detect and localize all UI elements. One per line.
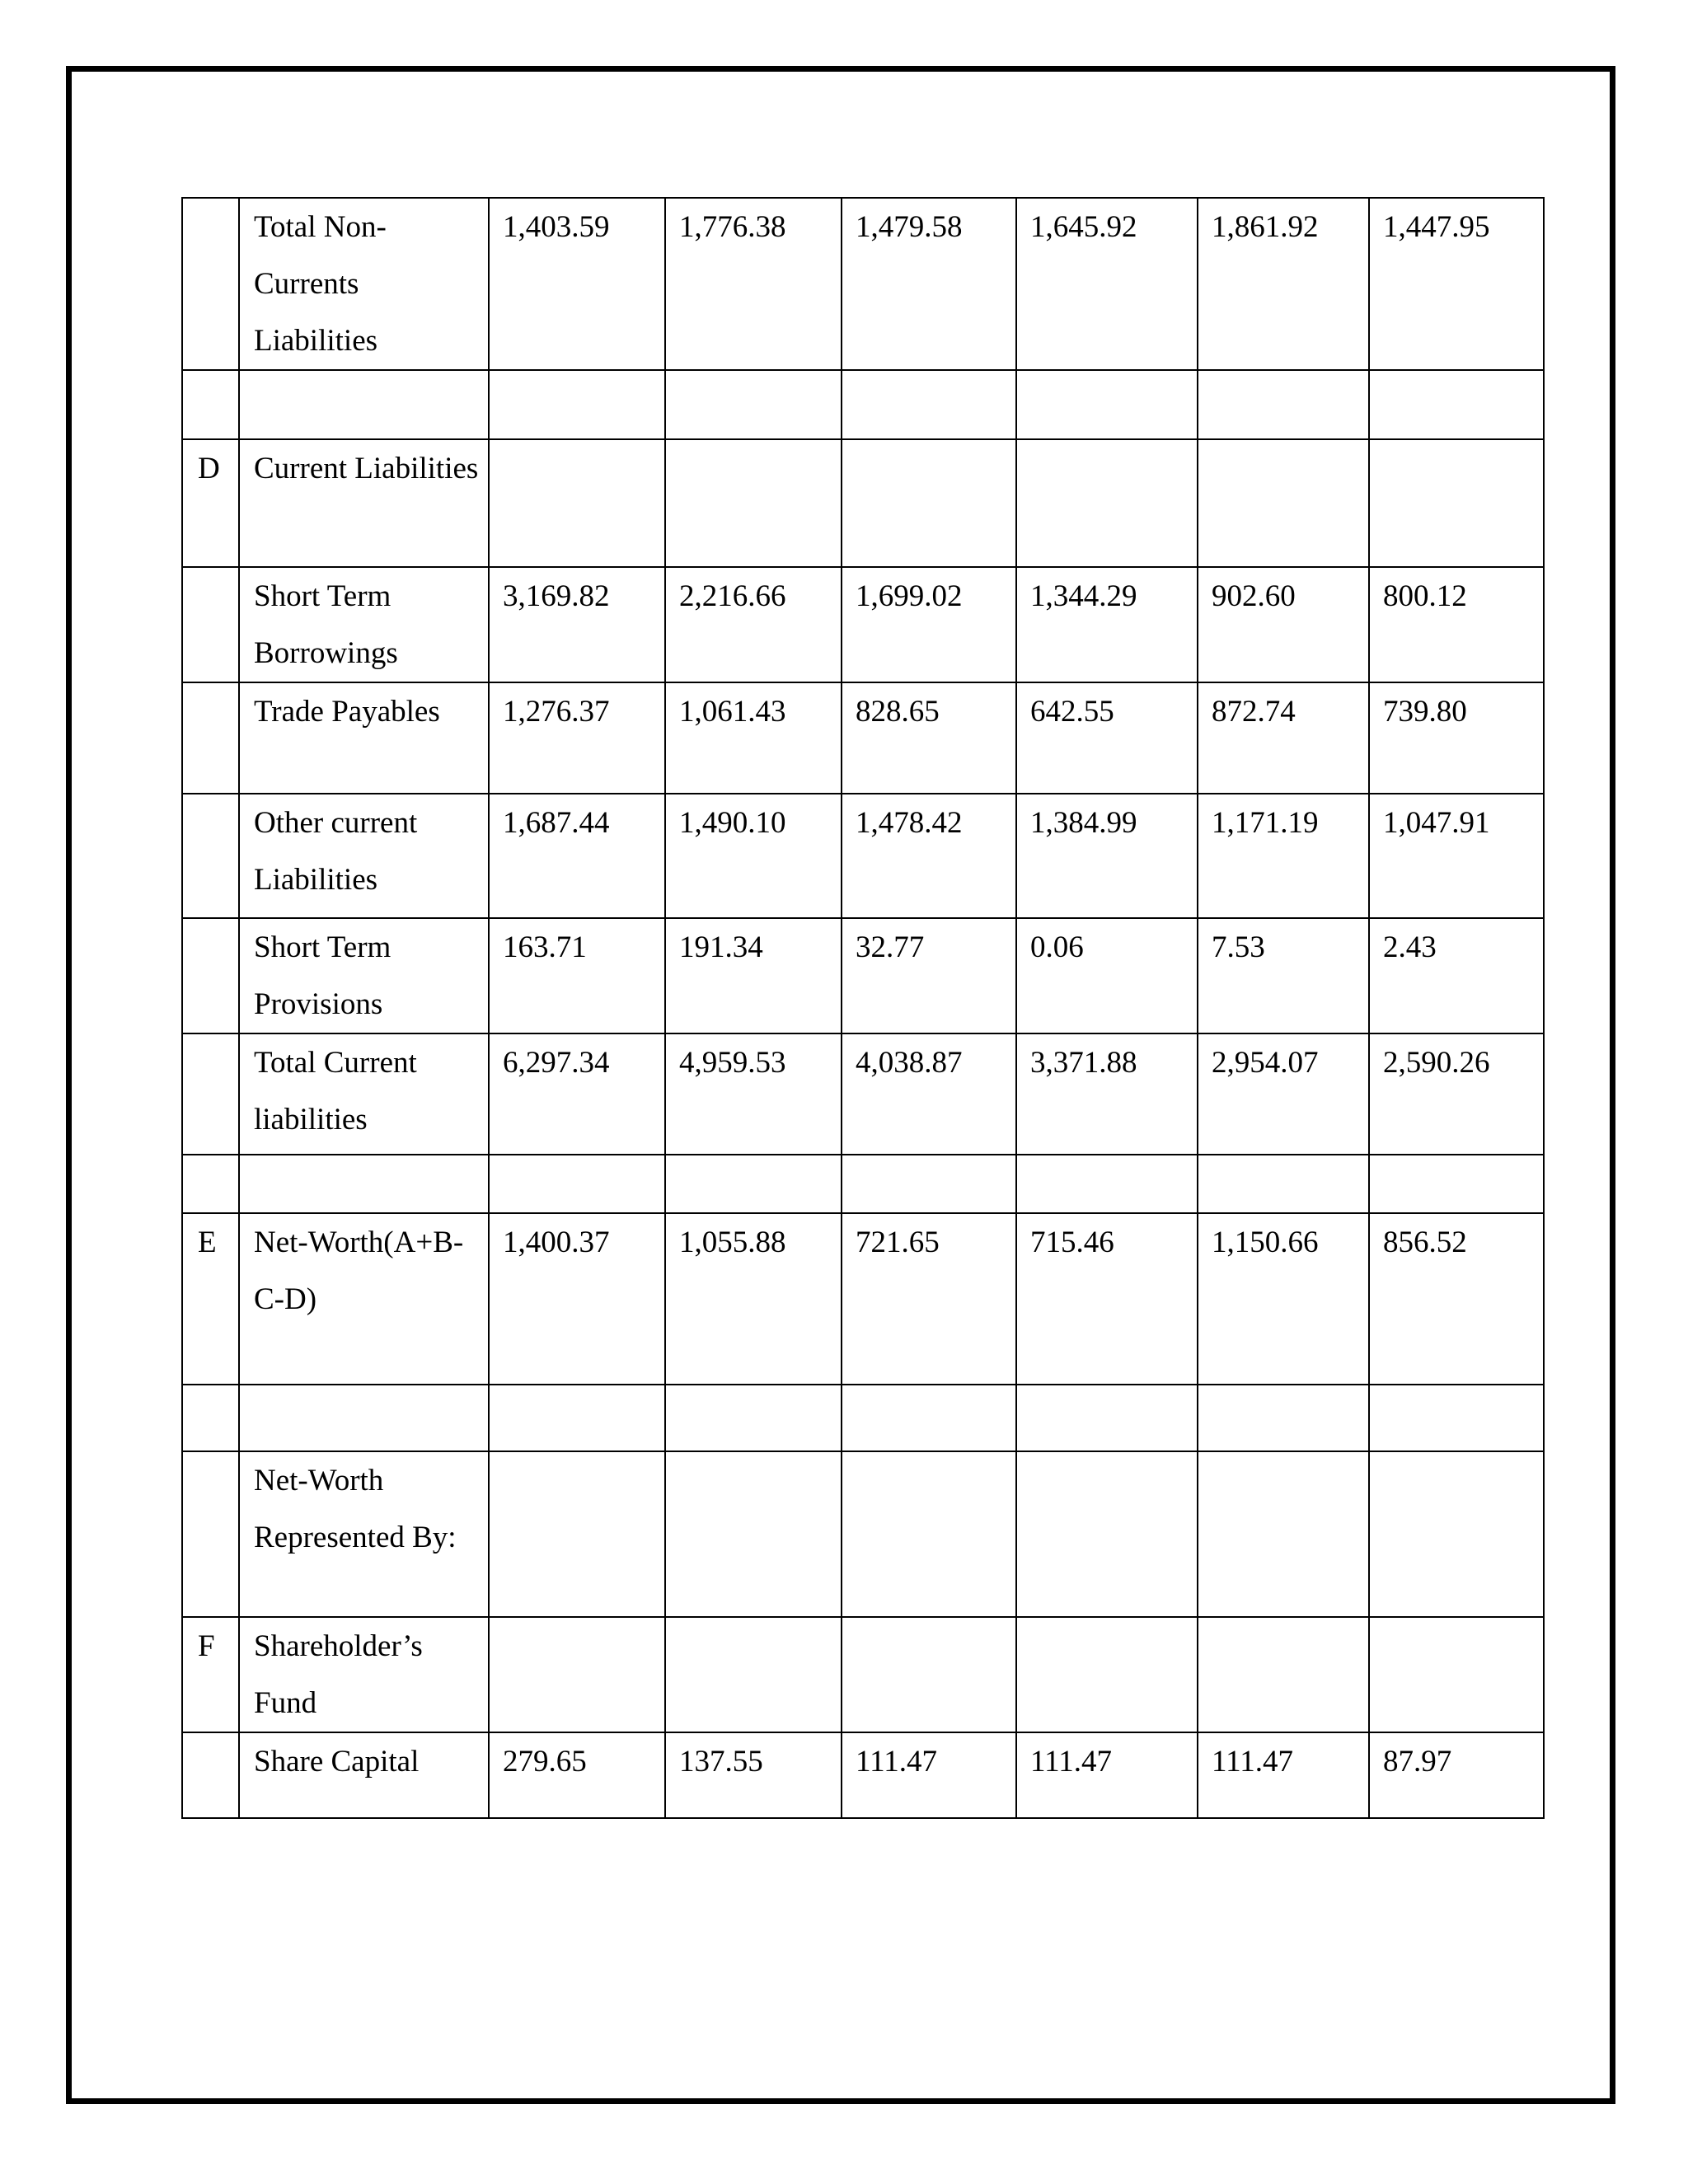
row-label: Net-Worth Represented By:	[239, 1451, 489, 1617]
row-code	[182, 1155, 239, 1213]
value-cell: 1,344.29	[1016, 567, 1198, 682]
row-code	[182, 198, 239, 370]
value-cell: 1,645.92	[1016, 198, 1198, 370]
row-code	[182, 370, 239, 439]
value-cell	[1369, 1385, 1544, 1451]
value-cell	[665, 1617, 842, 1732]
row-code	[182, 567, 239, 682]
table-row	[182, 1033, 1544, 1155]
value-cell	[842, 1617, 1016, 1732]
value-cell	[1016, 370, 1198, 439]
value-cell	[665, 1155, 842, 1213]
value-cell	[665, 370, 842, 439]
value-cell	[1016, 1155, 1198, 1213]
table-row	[182, 198, 1544, 370]
row-label	[239, 1155, 489, 1213]
value-cell	[665, 439, 842, 567]
value-cell: 1,055.88	[665, 1213, 842, 1385]
table-row	[182, 1155, 1544, 1213]
row-label: Current Liabilities	[239, 439, 489, 567]
row-code: E	[182, 1213, 239, 1385]
value-cell: 856.52	[1369, 1213, 1544, 1385]
value-cell: 1,687.44	[489, 794, 665, 918]
row-label: Other current Liabilities	[239, 794, 489, 918]
row-label	[239, 1385, 489, 1451]
value-cell	[1198, 1385, 1369, 1451]
row-label: Trade Payables	[239, 682, 489, 794]
value-cell	[1198, 439, 1369, 567]
value-cell	[842, 370, 1016, 439]
value-cell: 2,590.26	[1369, 1033, 1544, 1155]
value-cell: 828.65	[842, 682, 1016, 794]
value-cell: 1,861.92	[1198, 198, 1369, 370]
table-row	[182, 682, 1544, 794]
table-row	[182, 439, 1544, 567]
value-cell	[489, 439, 665, 567]
value-cell: 872.74	[1198, 682, 1369, 794]
row-label: Net-Worth(A+B-C-D)	[239, 1213, 489, 1385]
table-row	[182, 1732, 1544, 1818]
value-cell	[489, 1617, 665, 1732]
value-cell: 739.80	[1369, 682, 1544, 794]
value-cell	[1016, 439, 1198, 567]
value-cell: 642.55	[1016, 682, 1198, 794]
value-cell: 191.34	[665, 918, 842, 1033]
value-cell	[1016, 1617, 1198, 1732]
row-code: D	[182, 439, 239, 567]
value-cell	[1369, 439, 1544, 567]
value-cell	[1369, 1155, 1544, 1213]
value-cell	[665, 1385, 842, 1451]
value-cell: 715.46	[1016, 1213, 1198, 1385]
row-code	[182, 1033, 239, 1155]
value-cell: 1,400.37	[489, 1213, 665, 1385]
value-cell: 1,276.37	[489, 682, 665, 794]
row-code	[182, 918, 239, 1033]
value-cell: 163.71	[489, 918, 665, 1033]
value-cell	[489, 1451, 665, 1617]
value-cell: 111.47	[1198, 1732, 1369, 1818]
value-cell	[489, 1385, 665, 1451]
value-cell	[1198, 370, 1369, 439]
value-cell: 1,478.42	[842, 794, 1016, 918]
row-label: Short Term Provisions	[239, 918, 489, 1033]
value-cell: 1,171.19	[1198, 794, 1369, 918]
value-cell: 32.77	[842, 918, 1016, 1033]
value-cell: 137.55	[665, 1732, 842, 1818]
value-cell: 4,959.53	[665, 1033, 842, 1155]
value-cell: 2,954.07	[1198, 1033, 1369, 1155]
row-code	[182, 1732, 239, 1818]
row-label: Total Non-Currents Liabilities	[239, 198, 489, 370]
value-cell: 3,169.82	[489, 567, 665, 682]
value-cell: 4,038.87	[842, 1033, 1016, 1155]
value-cell: 87.97	[1369, 1732, 1544, 1818]
row-code	[182, 1451, 239, 1617]
value-cell: 2,216.66	[665, 567, 842, 682]
value-cell: 1,699.02	[842, 567, 1016, 682]
financial-table	[181, 197, 1545, 1819]
row-code	[182, 794, 239, 918]
value-cell: 1,150.66	[1198, 1213, 1369, 1385]
table-row	[182, 1385, 1544, 1451]
table-row	[182, 567, 1544, 682]
value-cell	[842, 1155, 1016, 1213]
row-label: Short Term Borrowings	[239, 567, 489, 682]
value-cell	[1198, 1155, 1369, 1213]
value-cell: 2.43	[1369, 918, 1544, 1033]
value-cell	[1369, 1617, 1544, 1732]
value-cell: 3,371.88	[1016, 1033, 1198, 1155]
value-cell	[1016, 1385, 1198, 1451]
row-label: Share Capital	[239, 1732, 489, 1818]
row-label: Total Current liabilities	[239, 1033, 489, 1155]
row-code	[182, 1385, 239, 1451]
value-cell	[842, 1451, 1016, 1617]
value-cell: 1,479.58	[842, 198, 1016, 370]
value-cell: 6,297.34	[489, 1033, 665, 1155]
value-cell: 902.60	[1198, 567, 1369, 682]
table-row	[182, 370, 1544, 439]
value-cell: 7.53	[1198, 918, 1369, 1033]
table-row	[182, 1213, 1544, 1385]
value-cell: 1,384.99	[1016, 794, 1198, 918]
row-label	[239, 370, 489, 439]
value-cell: 1,490.10	[665, 794, 842, 918]
value-cell	[842, 439, 1016, 567]
row-code: F	[182, 1617, 239, 1732]
value-cell	[1369, 370, 1544, 439]
table-row	[182, 1617, 1544, 1732]
value-cell	[665, 1451, 842, 1617]
value-cell: 1,061.43	[665, 682, 842, 794]
value-cell: 800.12	[1369, 567, 1544, 682]
value-cell: 721.65	[842, 1213, 1016, 1385]
value-cell	[489, 1155, 665, 1213]
value-cell: 111.47	[842, 1732, 1016, 1818]
value-cell: 1,403.59	[489, 198, 665, 370]
value-cell	[1198, 1451, 1369, 1617]
value-cell	[1369, 1451, 1544, 1617]
value-cell: 279.65	[489, 1732, 665, 1818]
value-cell: 111.47	[1016, 1732, 1198, 1818]
value-cell	[1016, 1451, 1198, 1617]
value-cell: 1,447.95	[1369, 198, 1544, 370]
value-cell: 1,047.91	[1369, 794, 1544, 918]
value-cell: 1,776.38	[665, 198, 842, 370]
value-cell	[842, 1385, 1016, 1451]
row-code	[182, 682, 239, 794]
value-cell: 0.06	[1016, 918, 1198, 1033]
row-label: Shareholder’s Fund	[239, 1617, 489, 1732]
value-cell	[1198, 1617, 1369, 1732]
table-row	[182, 1451, 1544, 1617]
value-cell	[489, 370, 665, 439]
table-row	[182, 918, 1544, 1033]
table-row	[182, 794, 1544, 918]
